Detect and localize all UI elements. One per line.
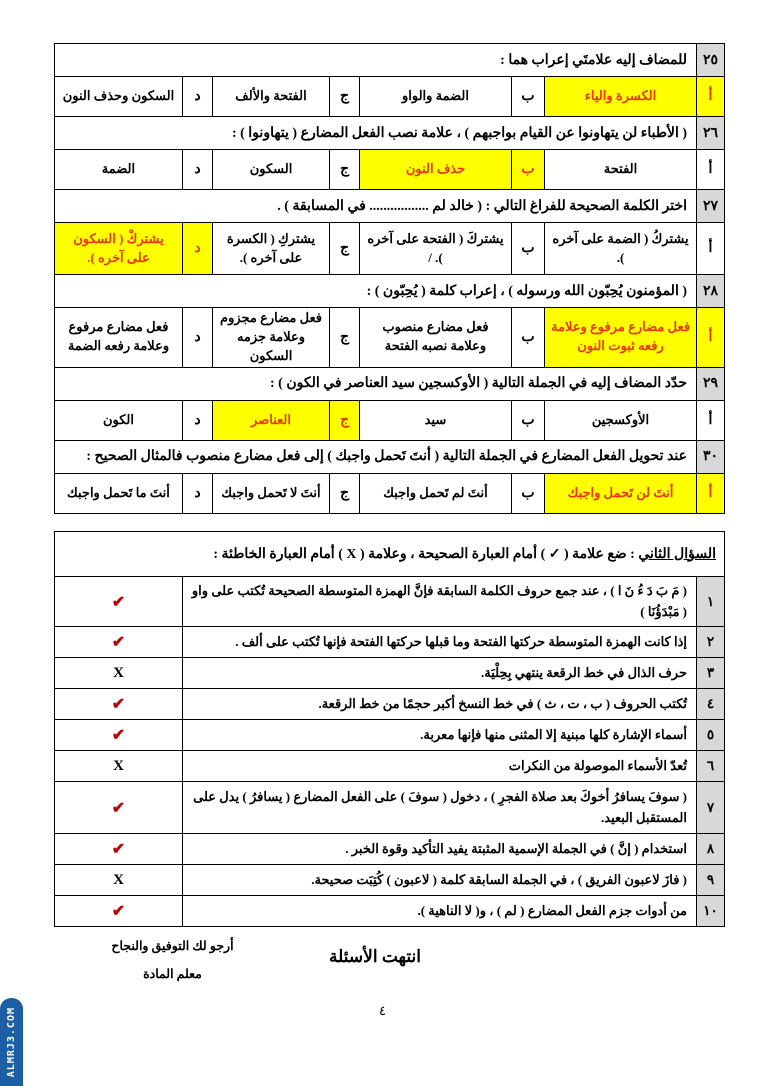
option-a-text: الأوكسجين <box>545 400 697 440</box>
option-a-letter: أ <box>697 400 725 440</box>
option-d-text: أنتَ ما تَحمل واجبك <box>54 473 182 513</box>
tf-number: ٣ <box>697 658 725 689</box>
tf-number: ١٠ <box>697 896 725 927</box>
tf-row-4 <box>54 689 724 720</box>
tf-number: ٥ <box>697 720 725 751</box>
tf-number: ٩ <box>697 865 725 896</box>
option-d-text: السكون وحذف النون <box>54 77 182 117</box>
question-row-25 <box>54 44 724 77</box>
check-mark: ✔ <box>54 896 182 927</box>
question-text: للمضاف إليه علامتَي إعراب هما : <box>54 44 696 77</box>
question-row-26 <box>54 117 724 150</box>
check-mark: ✔ <box>54 627 182 658</box>
tf-row-2 <box>54 627 724 658</box>
tf-statement: استخدام ( إنَّ ) في الجملة الإسمية المثبتة يفيد التأكيد وقوة الخبر . <box>183 834 697 865</box>
true-false-section <box>55 531 725 927</box>
option-d-letter: د <box>183 77 213 117</box>
question-text: عند تحويل الفعل المضارع في الجملة التالية ( أنتَ تَحمل واجبك ) إلى فعل مضارع منصوب فالمثال الصحيح : <box>54 440 696 473</box>
option-d-text: فعل مضارع مرفوع وعلامة رفعه الضمة <box>54 308 182 368</box>
option-d-letter: د <box>183 150 213 190</box>
question-number: ٢٧ <box>697 190 725 223</box>
option-c-letter: ج <box>330 473 360 513</box>
option-a-letter: أ <box>697 150 725 190</box>
tf-statement: تُعدّ الأسماء الموصولة من النكرات <box>183 751 697 782</box>
tf-row-3 <box>54 658 724 689</box>
tf-row-9 <box>54 865 724 896</box>
option-c-text: يشتركِ ( الكسرة على آخره ). <box>213 223 330 275</box>
tf-number: ٤ <box>697 689 725 720</box>
option-c-text: فعل مضارع مجزوم وعلامة جزمه السكون <box>213 308 330 368</box>
option-b-text: فعل مضارع منصوب وعلامة نصبه الفتحة <box>360 308 512 368</box>
check-mark: ✔ <box>54 782 182 834</box>
x-mark: X <box>54 865 182 896</box>
answer-row-25 <box>54 77 724 117</box>
option-c-letter: ج <box>330 77 360 117</box>
option-a-text: يشتركُ ( الضمة على آخره ). <box>545 223 697 275</box>
option-c-letter: ج <box>330 150 360 190</box>
option-c-text-correct: العناصر <box>213 400 330 440</box>
question-number: ٢٥ <box>697 44 725 77</box>
option-c-letter: ج <box>330 400 360 440</box>
tf-row-6 <box>54 751 724 782</box>
section-two-instructions <box>54 532 724 577</box>
tf-statement: من أدوات جزم الفعل المضارع ( لم ) ، و( لا الناهية ). <box>183 896 697 927</box>
option-c-text: الفتحة والألف <box>213 77 330 117</box>
answer-row-28 <box>54 308 724 368</box>
question-number: ٢٨ <box>697 275 725 308</box>
section-two-instruction-text: : ضع علامة ( ✓ ) أمام العبارة الصحيحة ، وعلامة ( X ) أمام العبارة الخاطئة : <box>213 546 639 562</box>
option-a-text-correct: الكسرة والياء <box>545 77 697 117</box>
tf-number: ١ <box>697 577 725 627</box>
tf-statement: أسماء الإشارة كلها مبنية إلا المثنى منها فإنها معربة. <box>183 720 697 751</box>
tf-number: ٦ <box>697 751 725 782</box>
question-row-30 <box>54 440 724 473</box>
option-d-text: الضمة <box>54 150 182 190</box>
check-mark: ✔ <box>54 720 182 751</box>
x-mark: X <box>54 751 182 782</box>
section-two-title: السؤال الثاني <box>638 546 716 562</box>
question-text: حدّد المضاف إليه في الجملة التالية ( الأوكسجين سيد العناصر في الكون ) : <box>54 367 696 400</box>
teacher-wish-block <box>100 938 245 982</box>
tf-statement: إذا كانت الهمزة المتوسطة حركتها الفتحة وما قبلها حركتها الفتحة فإنها تُكتب على ألف . <box>183 627 697 658</box>
tf-statement: حرف الذال في خط الرقعة ينتهي بِحِلْيَة. <box>183 658 697 689</box>
option-c-letter: ج <box>330 308 360 368</box>
option-b-letter: ب <box>512 308 545 368</box>
answer-row-30 <box>54 473 724 513</box>
option-a-letter: أ <box>697 223 725 275</box>
question-row-28 <box>54 275 724 308</box>
questions-ended-text: انتهت الأسئلة <box>329 947 421 966</box>
page-number: ٤ <box>379 1003 386 1018</box>
option-a-letter: أ <box>697 473 725 513</box>
option-a-text-correct: فعل مضارع مرفوع وعلامة رفعه ثبوت النون <box>545 308 697 368</box>
answer-row-26 <box>54 150 724 190</box>
question-row-27 <box>54 190 724 223</box>
teacher-signature: معلم المادة <box>143 967 202 981</box>
check-mark: ✔ <box>54 834 182 865</box>
option-b-text: أنتَ لم تَحمل واجبك <box>360 473 512 513</box>
true-false-header-row <box>54 532 724 577</box>
option-b-text: يشتركَ ( الفتحة على آخره ). / <box>360 223 512 275</box>
tf-statement: ( سوفَ يسافرُ أخوكَ بعد صلاة الفجرِ ) ، دخول ( سوفَ ) على الفعل المضارع ( يسافرُ ) يدل على المستقبل البعيد. <box>183 782 697 834</box>
option-c-text: أنتَ لا تَحمل واجبك <box>213 473 330 513</box>
option-a-text-correct: أنتَ لن تَحمل واجبك <box>545 473 697 513</box>
option-a-text: الفتحة <box>545 150 697 190</box>
wish-line: أرجو لك التوفيق والنجاح <box>111 939 234 953</box>
option-d-letter: د <box>183 400 213 440</box>
check-mark: ✔ <box>54 689 182 720</box>
answer-row-27 <box>54 223 724 275</box>
option-b-text: الضمة والواو <box>360 77 512 117</box>
tf-statement: ( مَ بَ دَ ءُ نَ ا ) ، عند جمع حروف الكلمة السابقة فإنَّ الهمزة المتوسطة الصحيحة تُكتب على واو ( مَبْدَؤُنَا ) <box>183 577 697 627</box>
option-d-text-correct: يشتركْ ( السكون على آخره ). <box>54 223 182 275</box>
option-c-letter: ج <box>330 223 360 275</box>
option-b-letter: ب <box>512 150 545 190</box>
option-d-letter: د <box>183 308 213 368</box>
question-row-29 <box>54 367 724 400</box>
watermark-text: ALMRJ3.COM <box>6 1006 17 1078</box>
option-d-text: الكون <box>54 400 182 440</box>
question-number: ٢٩ <box>697 367 725 400</box>
option-a-letter: أ <box>697 77 725 117</box>
answer-row-29 <box>54 400 724 440</box>
tf-number: ٢ <box>697 627 725 658</box>
tf-row-5 <box>54 720 724 751</box>
option-a-letter: أ <box>697 308 725 368</box>
mcq-table <box>54 43 725 514</box>
check-mark: ✔ <box>54 577 182 627</box>
tf-number: ٧ <box>697 782 725 834</box>
option-b-text-correct: حذف النون <box>360 150 512 190</box>
mcq-section <box>55 43 725 514</box>
question-text: ( المؤمنون يُحِبّون الله ورسوله ) ، إعراب كلمة ( يُحِبّون ) : <box>54 275 696 308</box>
option-b-letter: ب <box>512 473 545 513</box>
question-text: اختر الكلمة الصحيحة للفراغ التالي : ( خالد لم ................. في المسابقة ) . <box>54 190 696 223</box>
option-c-text: السكون <box>213 150 330 190</box>
option-d-letter: د <box>183 223 213 275</box>
option-d-letter: د <box>183 473 213 513</box>
option-b-letter: ب <box>512 223 545 275</box>
tf-row-10 <box>54 896 724 927</box>
x-mark: X <box>54 658 182 689</box>
question-text: ( الأطباء لن يتهاونوا عن القيام بواجبهم ) ، علامة نصب الفعل المضارع ( يتهاونوا ) : <box>54 117 696 150</box>
true-false-table <box>54 531 725 927</box>
tf-row-8 <box>54 834 724 865</box>
option-b-letter: ب <box>512 400 545 440</box>
tf-row-1 <box>54 577 724 627</box>
option-b-text: سيد <box>360 400 512 440</box>
tf-statement: تُكتب الحروف ( ب ، ت ، ث ) في خط النسخ أكبر حجمًا من خط الرقعة. <box>183 689 697 720</box>
almrj3-watermark-badge <box>0 998 23 1086</box>
tf-number: ٨ <box>697 834 725 865</box>
question-number: ٢٦ <box>697 117 725 150</box>
tf-statement: ( فازَ لاعبون الفريق ) ، في الجملة السابقة كلمة ( لاعبون ) كُتِبَت صحيحة. <box>183 865 697 896</box>
question-number: ٣٠ <box>697 440 725 473</box>
tf-row-7 <box>54 782 724 834</box>
option-b-letter: ب <box>512 77 545 117</box>
